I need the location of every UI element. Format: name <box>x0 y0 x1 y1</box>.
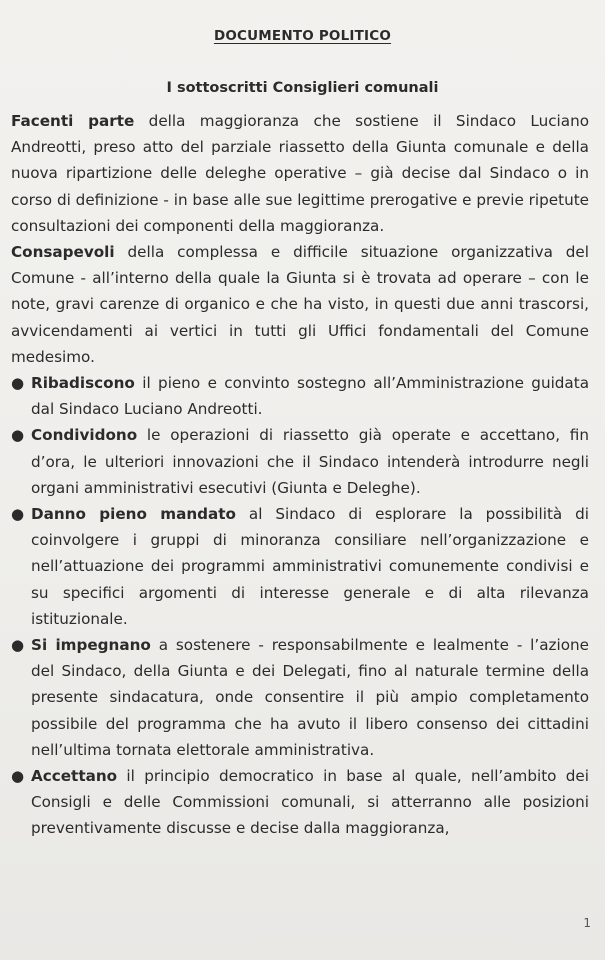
bullet-lead: Si impegnano <box>31 636 151 655</box>
bullet-lead: Condividono <box>31 426 138 445</box>
page-number: 1 <box>583 916 591 930</box>
bullet-item <box>11 370 589 422</box>
bullet-dot-icon: ● <box>11 767 25 786</box>
paragraph-text: della maggioranza che sostiene il Sindaco Luciano Andreotti, preso atto del parziale riassetto della Giunta comunale e della nuova ripartizione delle deleghe operative – già decise dal Sindaco o in corso di definizione - in base alle sue legittime prerogative e previe ripetute consultazioni dei componenti della maggioranza. <box>11 112 589 235</box>
bullet-item <box>11 501 589 632</box>
bullet-dot-icon: ● <box>11 426 25 445</box>
bullet-text: a sostenere - responsabilmente e lealmente - l’azione del Sindaco, della Giunta e dei Delegati, fino al naturale termine della presente sindacatura, onde consentire il più ampio completamento possibile del programma che ha avuto il libero consenso dei cittadini nell’ultima tornata elettorale amministrativa. <box>31 636 589 759</box>
bullet-dot-icon: ● <box>11 505 25 524</box>
bullet-item <box>11 422 589 501</box>
paragraph-text: della complessa e difficile situazione organizzativa del Comune - all’interno della quale la Giunta si è trovata ad operare – con le note, gravi carenze di organico e che ha visto, in questi due anni trascorsi, avvicendamenti ai vertici in tutti gli Uffici fondamentali del Comune medesimo. <box>11 243 589 366</box>
bullet-lead: Danno pieno mandato <box>31 505 236 524</box>
bullet-text: il pieno e convinto sostegno all’Amministrazione guidata dal Sindaco Luciano Andreotti. <box>31 374 589 419</box>
bullet-list <box>11 370 589 842</box>
document-title: DOCUMENTO POLITICO <box>213 28 392 44</box>
bullet-text: al Sindaco di esplorare la possibilità di coinvolgere i gruppi di minoranza consiliare nell’organizzazione e nell’attuazione dei programmi amministrativi comunemente condivisi e su specifici argomenti di interesse generale e di alta rilevanza istituzionale. <box>31 505 589 628</box>
bullet-dot-icon: ● <box>11 374 25 393</box>
bullet-lead: Ribadiscono <box>31 374 135 393</box>
bullet-text: il principio democratico in base al quale, nell’ambito dei Consigli e delle Commissioni comunali, si atterranno alle posizioni preventivamente discusse e decise dalla maggioranza, <box>31 767 589 838</box>
paragraph-lead: Consapevoli <box>11 243 115 262</box>
intro-paragraph <box>11 239 589 370</box>
document-subtitle: I sottoscritti Consiglieri comunali <box>166 80 439 96</box>
paragraph-lead: Facenti parte <box>11 112 135 130</box>
bullet-item <box>11 763 589 842</box>
bullet-text: le operazioni di riassetto già operate e accettano, fin d’ora, le ulteriori innovazioni che il Sindaco intenderà introdurre negli organi amministrativi esecutivi (Giunta e Deleghe). <box>31 426 589 497</box>
intro-paragraph <box>11 108 589 239</box>
bullet-lead: Accettano <box>31 767 118 786</box>
bullet-dot-icon: ● <box>11 636 25 655</box>
document-body <box>11 108 589 842</box>
bullet-item <box>11 632 589 763</box>
